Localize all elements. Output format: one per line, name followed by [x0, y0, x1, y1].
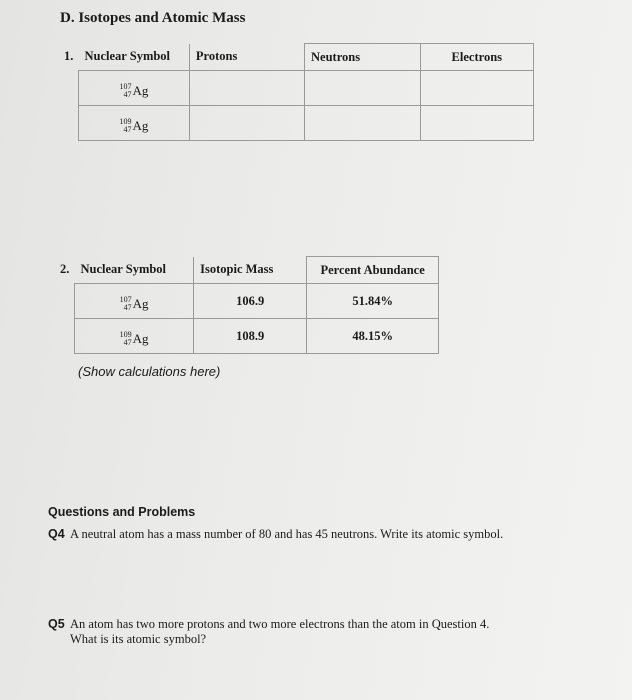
table1-header-electrons: Electrons — [420, 44, 533, 71]
neutrons-cell[interactable] — [305, 71, 421, 106]
question-5-line2: What is its atomic symbol? — [70, 632, 207, 646]
table1-header-neutrons: Neutrons — [305, 44, 421, 71]
isotopic-mass-value: 106.9 — [194, 284, 307, 319]
protons-cell[interactable] — [189, 71, 304, 106]
section-title: D. Isotopes and Atomic Mass — [60, 10, 246, 26]
electrons-cell[interactable] — [420, 71, 533, 106]
question-5 — [48, 617, 489, 647]
nuclear-symbol: 107 47 Ag — [79, 71, 190, 106]
abundance-value: 48.15% — [307, 319, 439, 354]
questions-heading: Questions and Problems — [48, 505, 196, 519]
neutrons-cell[interactable] — [305, 106, 421, 141]
table2-number: 2. — [60, 262, 70, 276]
question-5-line1: An atom has two more protons and two more electrons than the atom in Question 4. — [70, 617, 490, 631]
isotopic-mass-value: 108.9 — [194, 319, 307, 354]
isotope-abundance-table — [74, 256, 439, 354]
table-row — [79, 71, 534, 106]
nuclear-symbol: 109 47 Ag — [75, 319, 194, 354]
calculation-note: (Show calculations here) — [78, 364, 221, 379]
table2-header-symbol: Nuclear Symbol — [75, 257, 194, 284]
table2-header-abundance: Percent Abundance — [307, 257, 439, 284]
table2-header-mass: Isotopic Mass — [194, 257, 307, 284]
table-row — [79, 106, 534, 141]
nuclear-symbol: 107 47 Ag — [75, 284, 194, 319]
table-row — [75, 319, 439, 354]
electrons-cell[interactable] — [420, 106, 533, 141]
table1-header-protons: Protons — [189, 44, 304, 71]
table1-number: 1. — [64, 49, 74, 63]
nuclear-symbol: 109 47 Ag — [79, 106, 190, 141]
table1-header-symbol: Nuclear Symbol — [79, 44, 190, 71]
question-4-label: Q4 — [48, 527, 65, 541]
protons-cell[interactable] — [189, 106, 304, 141]
question-4 — [48, 527, 503, 542]
question-4-text: A neutral atom has a mass number of 80 and has 45 neutrons. Write its atomic symbol. — [70, 527, 504, 541]
isotope-particle-table — [78, 43, 534, 141]
questions-section — [48, 505, 503, 542]
abundance-value: 51.84% — [307, 284, 439, 319]
table-row — [75, 284, 439, 319]
question-5-label: Q5 — [48, 617, 65, 631]
